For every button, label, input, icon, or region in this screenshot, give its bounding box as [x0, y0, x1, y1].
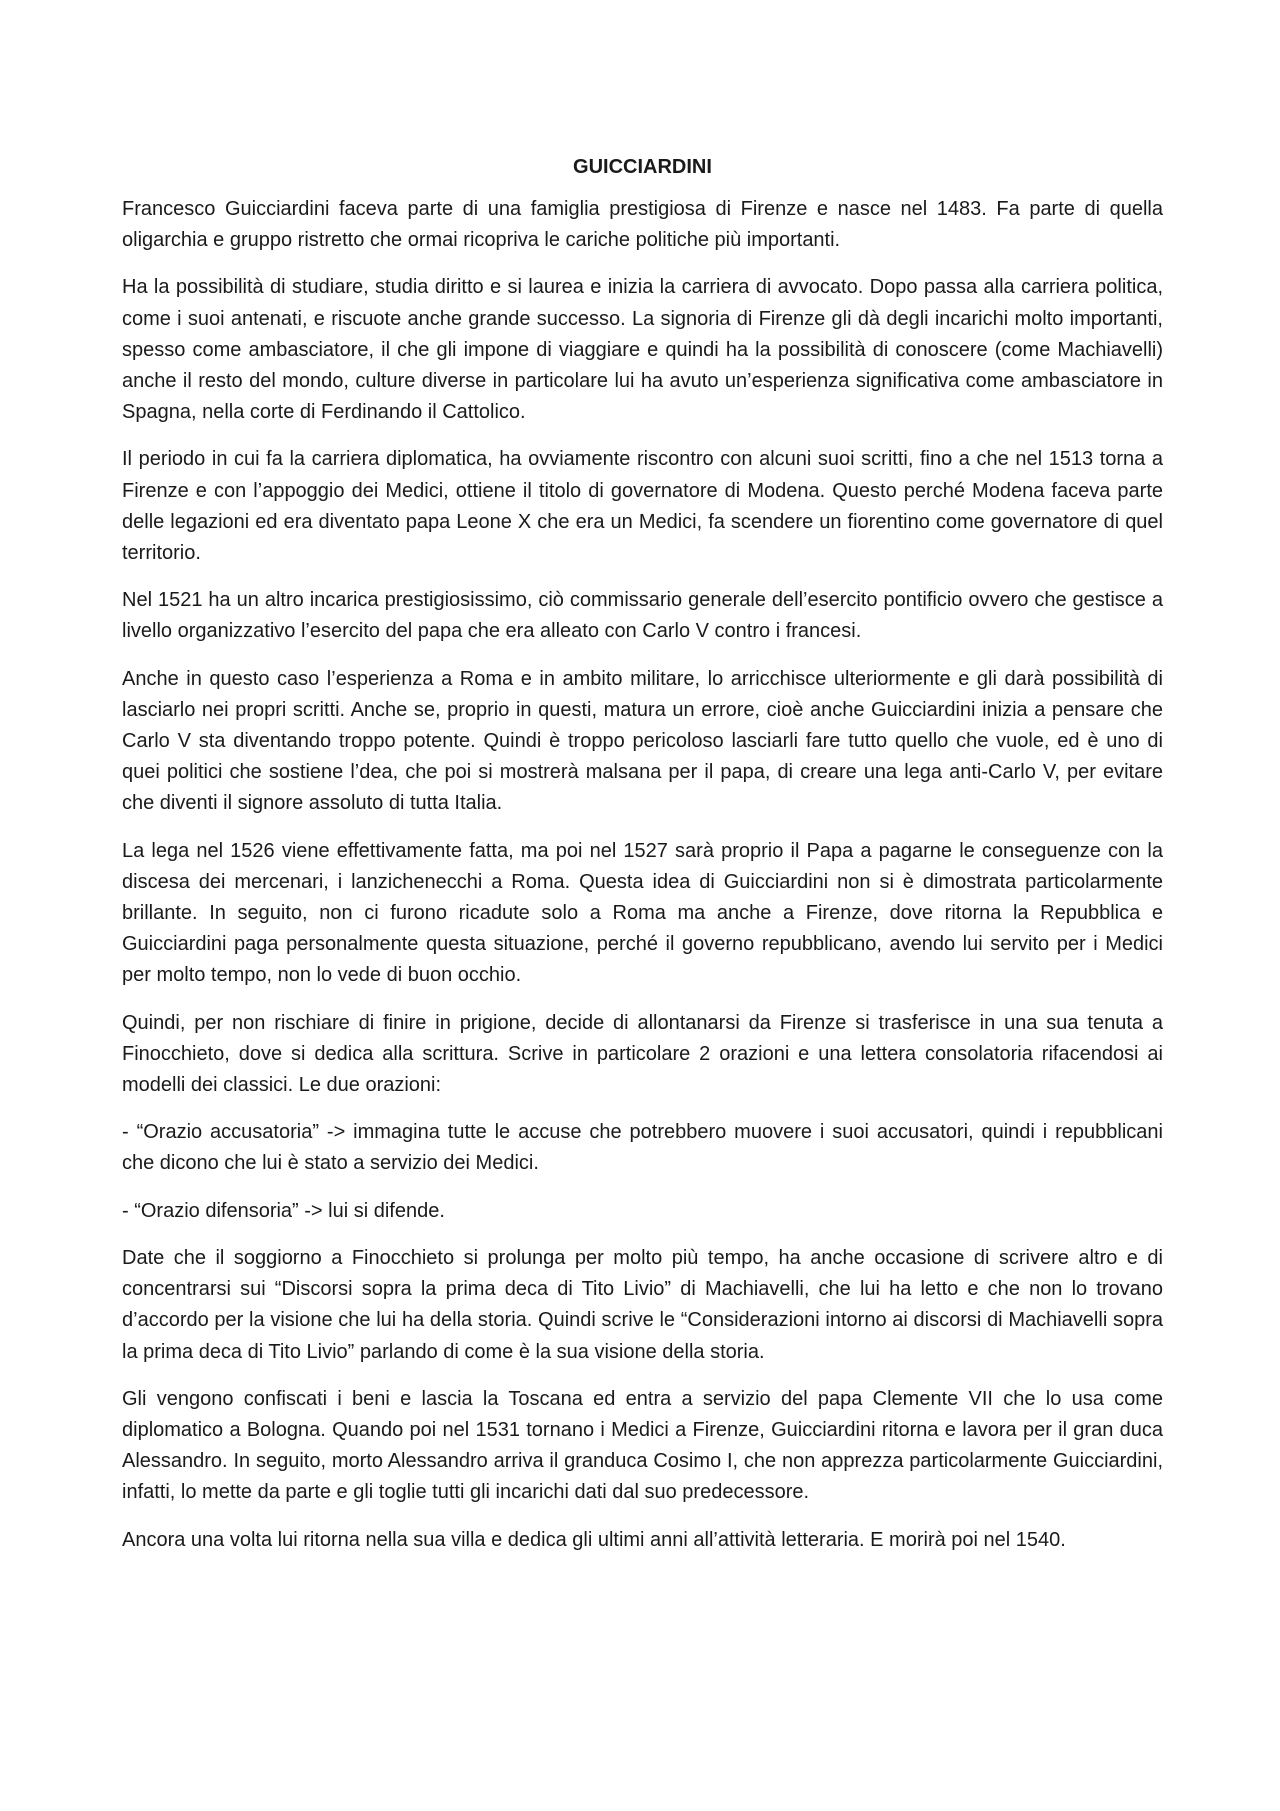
paragraph-9: Gli vengono confiscati i beni e lascia la Toscana ed entra a servizio del papa Clemente VII che lo usa come diplomatico a Bologna. Quando poi nel 1531 tornano i Medici a Firenze, Guicciardini ritorna e lavora per il gran duca Alessandro. In seguito, morto Alessandro arriva il granduca Cosimo I, che non apprezza particolarmente Guicciardini, infatti, lo mette da parte e gli toglie tutti gli incarichi dati dal suo predecessore. [122, 1387, 1163, 1504]
list-item-accusatoria: - “Orazio accusatoria” -> immagina tutte le accuse che potrebbero muovere i suoi accusatori, quindi i repubblicani che dicono che lui è stato a servizio dei Medici. [122, 1121, 1163, 1175]
paragraph-10: Ancora una volta lui ritorna nella sua villa e dedica gli ultimi anni all’attività letteraria. E morirà poi nel 1540. [122, 1528, 1066, 1551]
paragraph-6: La lega nel 1526 viene effettivamente fatta, ma poi nel 1527 sarà proprio il Papa a pagarne le conseguenze con la discesa dei mercenari, i lanzichenecchi a Roma. Questa idea di Guicciardini non si è dimostrata particolarmente brillante. In seguito, non ci furono ricadute solo a Roma ma anche a Firenze, dove ritorna la Repubblica e Guicciardini paga personalmente questa situazione, perché il governo repubblicano, avendo lui servito per i Medici per molto tempo, non lo vede di buon occhio. [122, 839, 1163, 987]
paragraph-7: Quindi, per non rischiare di finire in prigione, decide di allontanarsi da Firenze si trasferisce in una sua tenuta a Finocchieto, dove si dedica alla scrittura. Scrive in particolare 2 orazioni e una lettera consolatoria rifacendosi ai modelli dei classici. Le due orazioni: [122, 1011, 1163, 1097]
document-title: GUICCIARDINI [573, 156, 712, 178]
document-body [122, 152, 1163, 1572]
paragraph-4: Nel 1521 ha un altro incarica prestigiosissimo, ciò commissario generale dell’esercito pontificio ovvero che gestisce a livello organizzativo l’esercito del papa che era alleato con Carlo V contro i francesi. [122, 589, 1163, 643]
paragraph-3: Il periodo in cui fa la carriera diplomatica, ha ovviamente riscontro con alcuni suoi scritti, fino a che nel 1513 torna a Firenze e con l’appoggio dei Medici, ottiene il titolo di governatore di Modena. Questo perché Modena faceva parte delle legazioni ed era diventato papa Leone X che era un Medici, fa scendere un fiorentino come governatore di quel territorio. [122, 448, 1163, 565]
paragraph-8: Date che il soggiorno a Finocchieto si prolunga per molto più tempo, ha anche occasione di scrivere altro e di concentrarsi sui “Discorsi sopra la prima deca di Tito Livio” di Machiavelli, che lui ha letto e che non lo trovano d’accordo per la visione che lui ha della storia. Quindi scrive le “Considerazioni intorno ai discorsi di Machiavelli sopra la prima deca di Tito Livio” parlando di come è la sua visione della storia. [122, 1246, 1163, 1363]
list-item-difensoria: - “Orazio difensoria” -> lui si difende. [122, 1199, 445, 1222]
paragraph-1: Francesco Guicciardini faceva parte di una famiglia prestigiosa di Firenze e nasce nel 1483. Fa parte di quella oligarchia e gruppo ristretto che ormai ricopriva le cariche politiche più importanti. [122, 198, 1163, 252]
paragraph-2: Ha la possibilità di studiare, studia diritto e si laurea e inizia la carriera di avvocato. Dopo passa alla carriera politica, come i suoi antenati, e riscuote anche grande successo. La signoria di Firenze gli dà degli incarichi molto importanti, spesso come ambasciatore, il che gli impone di viaggiare e quindi ha la possibilità di conoscere (come Machiavelli) anche il resto del mondo, culture diverse in particolare lui ha avuto un’esperienza significativa come ambasciatore in Spagna, nella corte di Ferdinando il Cattolico. [122, 276, 1163, 424]
paragraph-5: Anche in questo caso l’esperienza a Roma e in ambito militare, lo arricchisce ulteriormente e gli darà possibilità di lasciarlo nei propri scritti. Anche se, proprio in questi, matura un errore, cioè anche Guicciardini inizia a pensare che Carlo V sta diventando troppo potente. Quindi è troppo pericoloso lasciarli fare tutto quello che vuole, ed è uno di quei politici che sostiene l’dea, che poi si mostrerà malsana per il papa, di creare una lega anti-Carlo V, per evitare che diventi il signore assoluto di tutta Italia. [122, 667, 1163, 815]
